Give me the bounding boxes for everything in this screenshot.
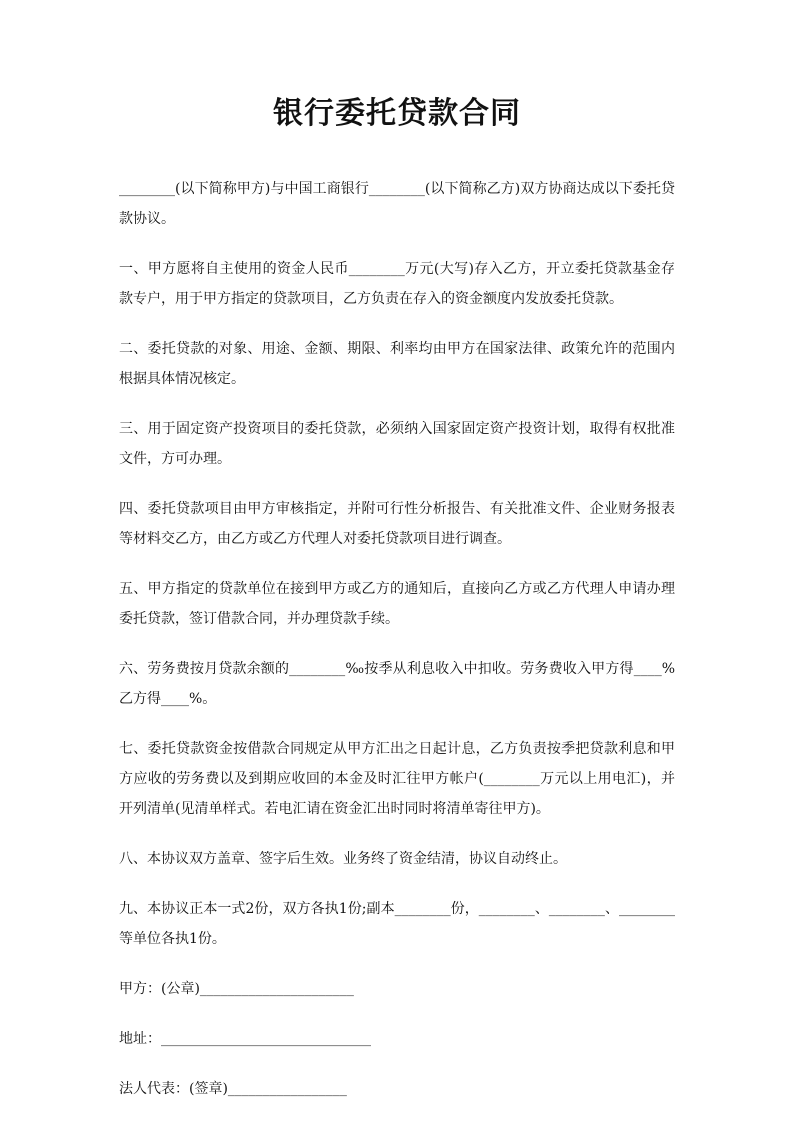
intro-paragraph: ________(以下简称甲方)与中国工商银行________(以下简称乙方)双方协商达成以下委托贷款协议。 <box>119 181 675 227</box>
clause-1: 一、甲方愿将自主使用的资金人民币________万元(大写)存入乙方，开立委托贷款基金存款专户，用于甲方指定的贷款项目，乙方负责在存入的资金额度内发放委托贷款。 <box>119 261 675 307</box>
clause-9: 九、本协议正本一式2份，双方各执1份;副本________份，________、________、________等单位各执1份。 <box>119 901 675 947</box>
address-line: 地址：______________________________ <box>119 1031 371 1047</box>
clause-3: 三、用于固定资产投资项目的委托贷款，必须纳入国家固定资产投资计划，取得有权批准文件，方可办理。 <box>119 421 675 467</box>
clause-5: 五、甲方指定的贷款单位在接到甲方或乙方的通知后，直接向乙方或乙方代理人申请办理委托贷款，签订借款合同，并办理贷款手续。 <box>119 581 675 627</box>
clause-7: 七、委托贷款资金按借款合同规定从甲方汇出之日起计息，乙方负责按季把贷款利息和甲方应收的劳务费以及到期应收回的本金及时汇往甲方帐户(________万元以上用电汇)，并开列清单(见清单样式。若电汇请在资金汇出时同时将清单寄往甲方)。 <box>119 741 675 817</box>
clause-2: 二、委托贷款的对象、用途、金额、期限、利率均由甲方在国家法律、政策允许的范围内根据具体情况核定。 <box>119 341 675 387</box>
legal-representative-line: 法人代表：(签章)_________________ <box>119 1081 347 1097</box>
clause-6: 六、劳务费按月贷款余额的________‰按季从利息收入中扣收。劳务费收入甲方得____%乙方得____%。 <box>119 661 675 707</box>
clause-8: 八、本协议双方盖章、签字后生效。业务终了资金结清，协议自动终止。 <box>119 851 567 867</box>
document-title: 银行委托贷款合同 <box>273 96 521 131</box>
party-a-seal-line: 甲方：(公章)______________________ <box>119 981 354 997</box>
clause-4: 四、委托贷款项目由甲方审核指定，并附可行性分析报告、有关批准文件、企业财务报表等材料交乙方，由乙方或乙方代理人对委托贷款项目进行调查。 <box>119 501 675 547</box>
